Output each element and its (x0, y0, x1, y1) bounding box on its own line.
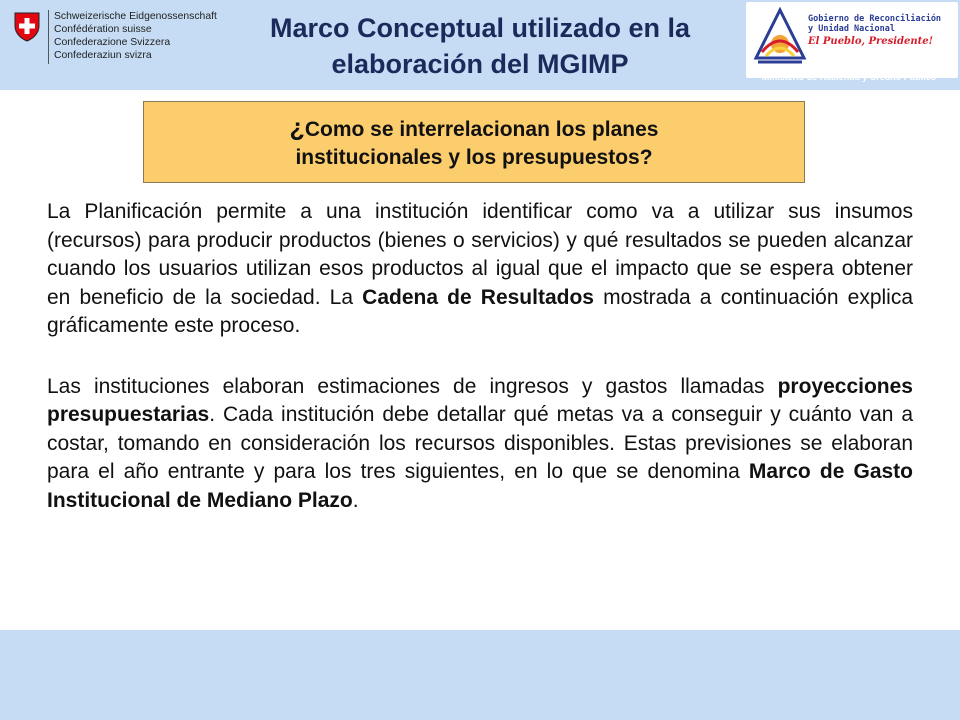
body-text (47, 198, 913, 515)
government-name-line-2: y Unidad Nacional (808, 24, 895, 34)
question-callout (143, 101, 805, 183)
swiss-coat-of-arms-icon (14, 12, 40, 42)
government-name-line-1: Gobierno de Reconciliación (808, 14, 942, 24)
mtef-term: Marco de Gasto Institucional de Mediano Plazo (47, 460, 913, 512)
ministry-label: Ministerio de Hacienda y Crédito Público (761, 72, 937, 82)
paragraph-planning-text-a: La Planificación permite a una institución identificar como va a utilizar sus insumos (recursos) para producir productos (bienes o servicios) y qué resultados se pueden alcanzar cuando los usuarios utilizan esos productos al igual que el impacto que se espera obtener en beneficio de la sociedad. La (47, 200, 913, 309)
government-slogan: El Pueblo, Presidente! (808, 36, 934, 47)
question-line-1 (144, 114, 804, 144)
government-emblem-icon (752, 6, 808, 68)
slide-title-line-2: elaboración del MGIMP (331, 49, 629, 79)
swiss-confederation-logo (8, 6, 228, 66)
slide-title (215, 10, 745, 82)
swiss-line-fr: Confédération suisse (54, 24, 152, 35)
swiss-logo-divider (48, 10, 49, 64)
slide-title-line-1: Marco Conceptual utilizado en la (269, 13, 691, 43)
budget-projections-term: proyecciones presupuestarias (47, 374, 913, 426)
paragraph-planning (47, 198, 913, 341)
swiss-line-de: Schweizerische Eidgenossenschaft (54, 11, 217, 22)
question-mark: ¿ (289, 114, 305, 142)
header-band (0, 0, 960, 90)
results-chain-term: Cadena de Resultados (362, 285, 594, 309)
paragraph-budget-text-b: . Cada institución debe detallar qué metas va a conseguir y cuánto van a costar, tomando en consideración los recursos disponibles. Estas previsiones se elaboran para el año entrante y para los tres siguientes, en lo que se denomina (47, 403, 913, 483)
paragraph-planning-text-b: mostrada a continuación explica gráficamente este proceso. (47, 285, 914, 337)
government-name (808, 14, 958, 34)
question-line-2: institucionales y los presupuestos? (295, 146, 653, 169)
paragraph-budget (47, 373, 913, 516)
swiss-logo-text (54, 10, 229, 62)
question-text-1: Como se interrelacionan los planes (304, 118, 659, 141)
swiss-line-it: Confederazione Svizzera (54, 37, 171, 48)
paragraph-budget-text-c: . (352, 488, 359, 512)
footer-band (0, 630, 960, 720)
paragraph-budget-text-a: Las instituciones elaboran estimaciones de ingresos y gastos llamadas (47, 374, 778, 398)
swiss-line-rm: Confederaziun svizra (54, 50, 152, 61)
